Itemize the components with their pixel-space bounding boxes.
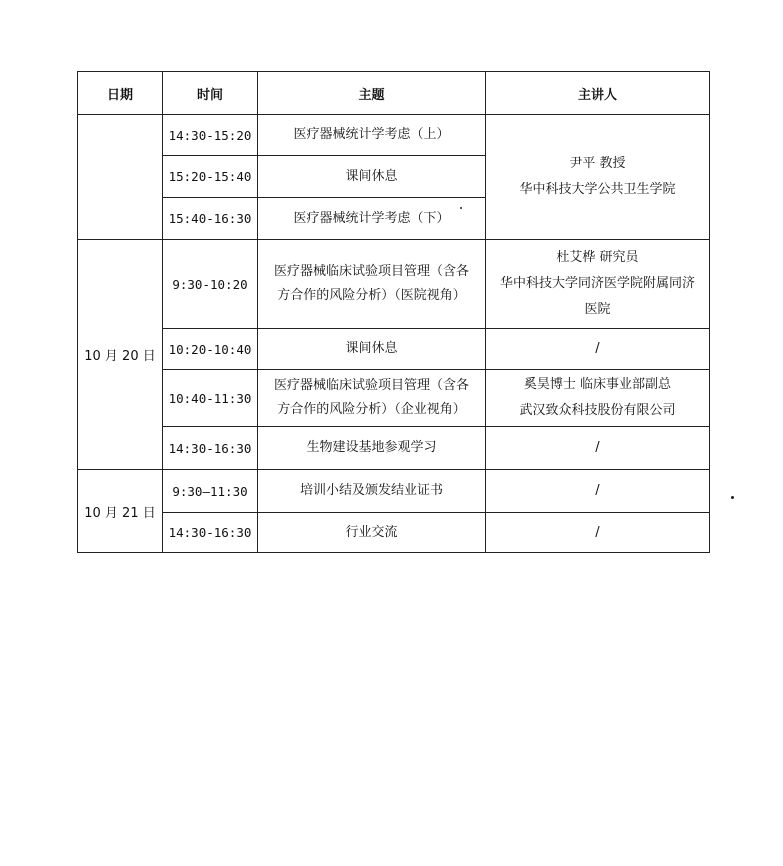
topic-line: 课间休息	[345, 168, 398, 184]
speaker-name: 尹平 教授	[569, 156, 626, 171]
date-cell-empty	[78, 115, 163, 240]
time-cell: 9:30—11:30	[163, 470, 258, 513]
table-row	[78, 329, 710, 370]
speaker-name: 杜艾桦 研究员	[556, 250, 639, 265]
time-cell: 14:30-16:30	[163, 513, 258, 553]
scan-speck	[731, 496, 734, 499]
speaker-cell-none: /	[486, 329, 710, 370]
header-speaker: 主讲人	[486, 72, 710, 115]
speaker-cell-none: /	[486, 427, 710, 470]
topic-line: 方合作的风险分析）（医院视角）	[277, 288, 466, 303]
topic-line: 课间休息	[345, 341, 398, 356]
topic-line: 生物建设基地参观学习	[306, 440, 437, 455]
speaker-cell	[486, 115, 710, 240]
topic-line: 行业交流	[345, 524, 398, 540]
table-row	[78, 370, 710, 427]
speaker-cell	[486, 370, 710, 427]
table-row	[78, 115, 710, 156]
topic-cell	[258, 198, 486, 240]
topic-line: 医疗器械统计学考虑（下）	[293, 210, 450, 226]
time-cell: 15:20-15:40	[163, 156, 258, 198]
topic-cell	[258, 427, 486, 470]
topic-cell	[258, 329, 486, 370]
speaker-affiliation: 华中科技大学公共卫生学院	[519, 182, 676, 197]
speaker-affiliation-cont: 医院	[584, 302, 611, 317]
topic-line: 方合作的风险分析）（企业视角）	[277, 402, 466, 417]
schedule-table	[77, 71, 710, 553]
scan-speck	[460, 207, 462, 209]
topic-cell	[258, 115, 486, 156]
table-row	[78, 427, 710, 470]
topic-cell	[258, 470, 486, 513]
topic-line: 培训小结及颁发结业证书	[299, 483, 443, 498]
speaker-cell-none: /	[486, 513, 710, 553]
table-row	[78, 513, 710, 553]
time-cell: 15:40-16:30	[163, 198, 258, 240]
topic-line: 医疗器械统计学考虑（上）	[293, 127, 450, 142]
time-cell: 9:30-10:20	[163, 240, 258, 329]
header-topic: 主题	[258, 72, 486, 115]
table-row	[78, 240, 710, 329]
time-cell: 10:40-11:30	[163, 370, 258, 427]
topic-line: 医疗器械临床试验项目管理（含各	[273, 378, 469, 393]
header-time: 时间	[163, 72, 258, 115]
header-row	[78, 72, 710, 115]
time-cell: 14:30-16:30	[163, 427, 258, 470]
date-cell: 10 月 21 日	[78, 470, 163, 553]
topic-line: 医疗器械临床试验项目管理（含各	[273, 264, 469, 279]
speaker-cell-none: /	[486, 470, 710, 513]
time-cell: 10:20-10:40	[163, 329, 258, 370]
time-cell: 14:30-15:20	[163, 115, 258, 156]
topic-cell	[258, 240, 486, 329]
topic-cell	[258, 513, 486, 553]
table-row	[78, 470, 710, 513]
header-date: 日期	[78, 72, 163, 115]
speaker-cell	[486, 240, 710, 329]
date-cell: 10 月 20 日	[78, 240, 163, 470]
topic-cell	[258, 370, 486, 427]
speaker-affiliation: 华中科技大学同济医学院附属同济	[499, 276, 695, 291]
speaker-name: 奚昊博士 临床事业部副总	[523, 377, 672, 392]
speaker-affiliation: 武汉致众科技股份有限公司	[519, 403, 676, 418]
topic-cell	[258, 156, 486, 198]
